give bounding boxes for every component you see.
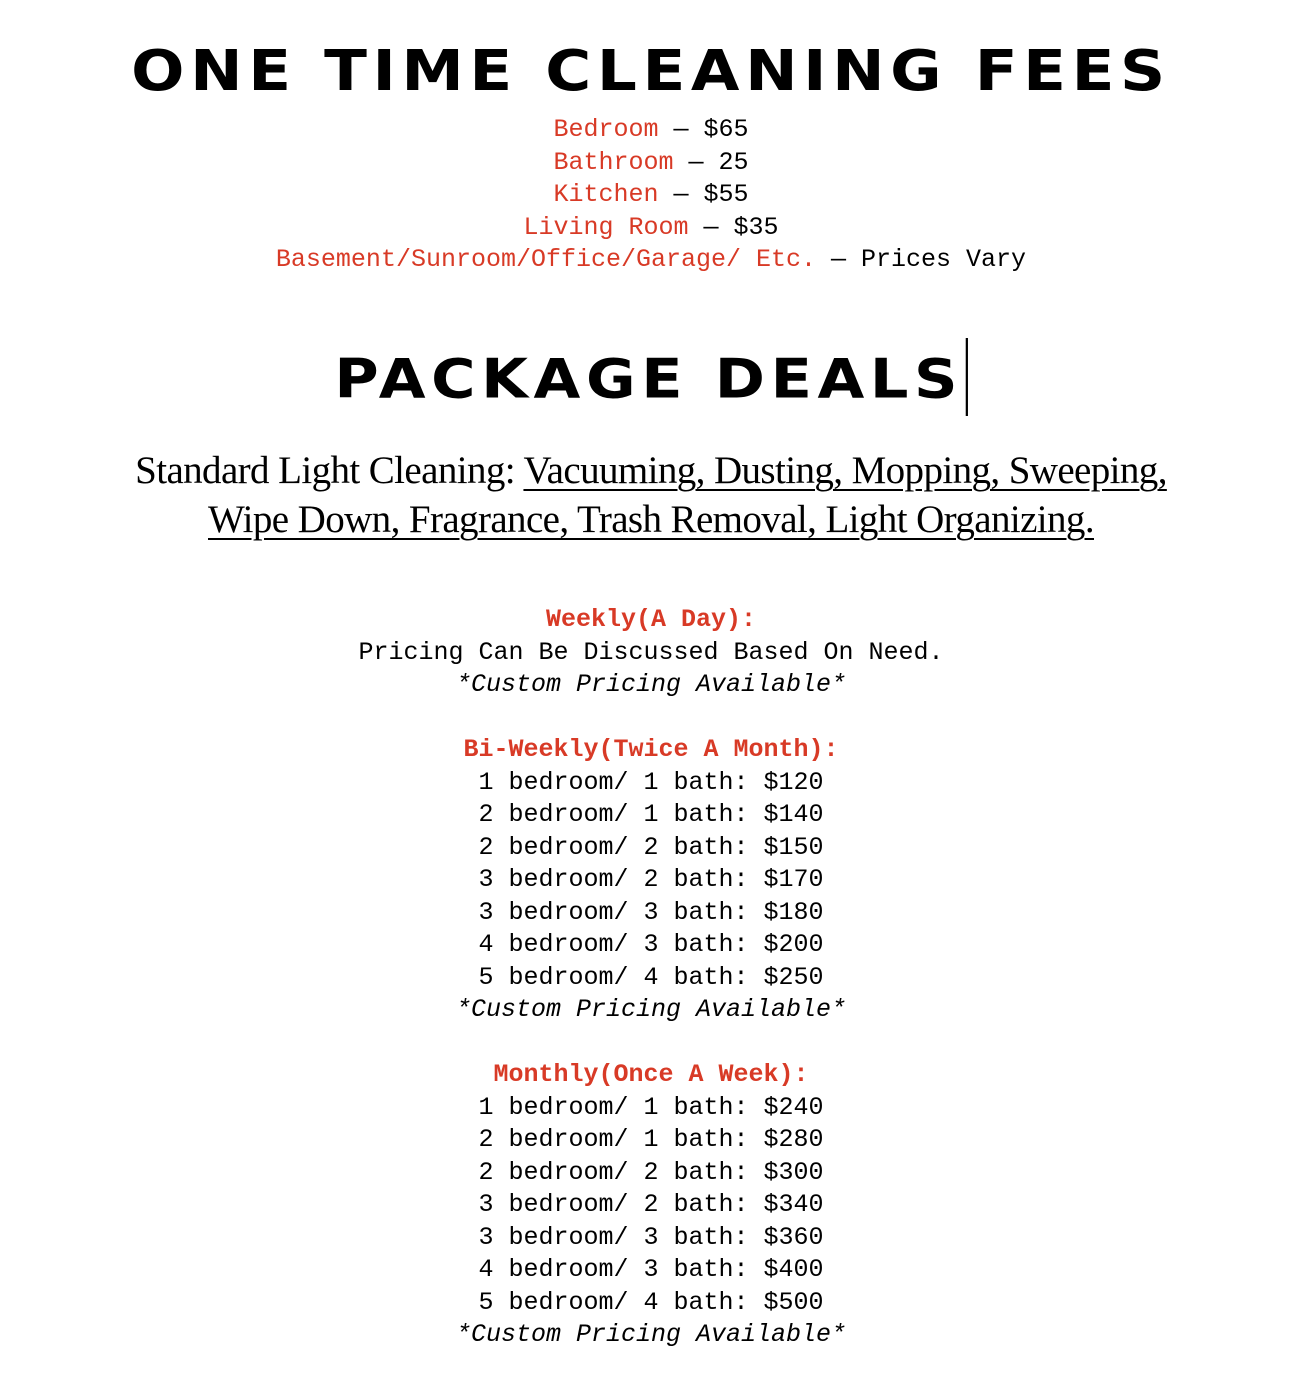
fee-item-other-rooms bbox=[0, 244, 1302, 277]
fee-label: Living Room bbox=[523, 212, 689, 242]
plan-title: Monthly(Once A Week): bbox=[493, 1060, 809, 1089]
fee-separator: — bbox=[688, 212, 734, 242]
fee-price: 25 bbox=[718, 147, 749, 177]
price-row: 2 bedroom/ 2 bath: $300 bbox=[478, 1157, 824, 1187]
fee-separator: — bbox=[816, 245, 862, 275]
custom-pricing-note: *Custom Pricing Available* bbox=[455, 1320, 847, 1349]
fee-item-bathroom bbox=[0, 147, 1302, 180]
fee-price: $35 bbox=[733, 212, 779, 242]
price-row: 3 bedroom/ 3 bath: $180 bbox=[478, 897, 824, 927]
price-row: 4 bedroom/ 3 bath: $400 bbox=[478, 1255, 824, 1284]
fee-list bbox=[0, 114, 1302, 277]
price-row: 5 bedroom/ 4 bath: $250 bbox=[478, 962, 824, 992]
fee-item-kitchen bbox=[0, 179, 1302, 212]
fee-label: Basement/Sunroom/Office/Garage/ Etc. bbox=[275, 245, 817, 275]
custom-pricing-note: *Custom Pricing Available* bbox=[455, 995, 847, 1024]
price-row: 2 bedroom/ 1 bath: $280 bbox=[478, 1125, 824, 1154]
spacer bbox=[0, 702, 1302, 735]
packages-title bbox=[0, 344, 1302, 422]
fee-price: Prices Vary bbox=[861, 245, 1027, 275]
price-row: 3 bedroom/ 2 bath: $170 bbox=[478, 865, 824, 894]
packages-title-text: PACKAGE DEALS bbox=[334, 347, 964, 411]
services-description bbox=[0, 446, 1302, 544]
price-row: 4 bedroom/ 3 bath: $200 bbox=[478, 930, 824, 959]
price-row: 3 bedroom/ 2 bath: $340 bbox=[478, 1190, 824, 1219]
plan-note: Pricing Can Be Discussed Based On Need. bbox=[358, 637, 944, 667]
price-row: 1 bedroom/ 1 bath: $120 bbox=[478, 767, 824, 797]
fee-separator: — bbox=[673, 147, 719, 177]
package-plans bbox=[0, 604, 1302, 1352]
fee-separator: — bbox=[658, 180, 704, 210]
text-cursor bbox=[965, 338, 967, 416]
plan-weekly bbox=[0, 604, 1302, 702]
plan-monthly bbox=[0, 1059, 1302, 1352]
fee-item-living-room bbox=[0, 212, 1302, 245]
price-row: 3 bedroom/ 3 bath: $360 bbox=[478, 1222, 824, 1252]
spacer bbox=[0, 1027, 1302, 1060]
plan-biweekly bbox=[0, 734, 1302, 1027]
services-label: Standard Light Cleaning: bbox=[135, 449, 524, 492]
plan-title: Bi-Weekly(Twice A Month): bbox=[463, 735, 839, 764]
plan-title: Weekly(A Day): bbox=[545, 605, 757, 634]
fee-price: $55 bbox=[703, 180, 749, 210]
price-row: 2 bedroom/ 1 bath: $140 bbox=[478, 800, 824, 829]
custom-pricing-note: *Custom Pricing Available* bbox=[455, 670, 847, 699]
price-row: 5 bedroom/ 4 bath: $500 bbox=[478, 1287, 824, 1317]
price-row: 2 bedroom/ 2 bath: $150 bbox=[478, 832, 824, 862]
price-row: 1 bedroom/ 1 bath: $240 bbox=[478, 1092, 824, 1122]
services-list-line1: Vacuuming, Dusting, Mopping, Sweeping, bbox=[523, 449, 1167, 492]
fee-label: Bedroom bbox=[553, 115, 659, 144]
fee-item-bedroom bbox=[0, 114, 1302, 147]
fees-title: ONE TIME CLEANING FEES bbox=[131, 39, 1171, 104]
fee-label: Kitchen bbox=[553, 180, 659, 210]
fee-separator: — bbox=[658, 115, 704, 144]
fee-label: Bathroom bbox=[553, 147, 674, 177]
services-list-line2: Wipe Down, Fragrance, Trash Removal, Light Organizing. bbox=[208, 498, 1094, 541]
fee-price: $65 bbox=[703, 115, 749, 144]
